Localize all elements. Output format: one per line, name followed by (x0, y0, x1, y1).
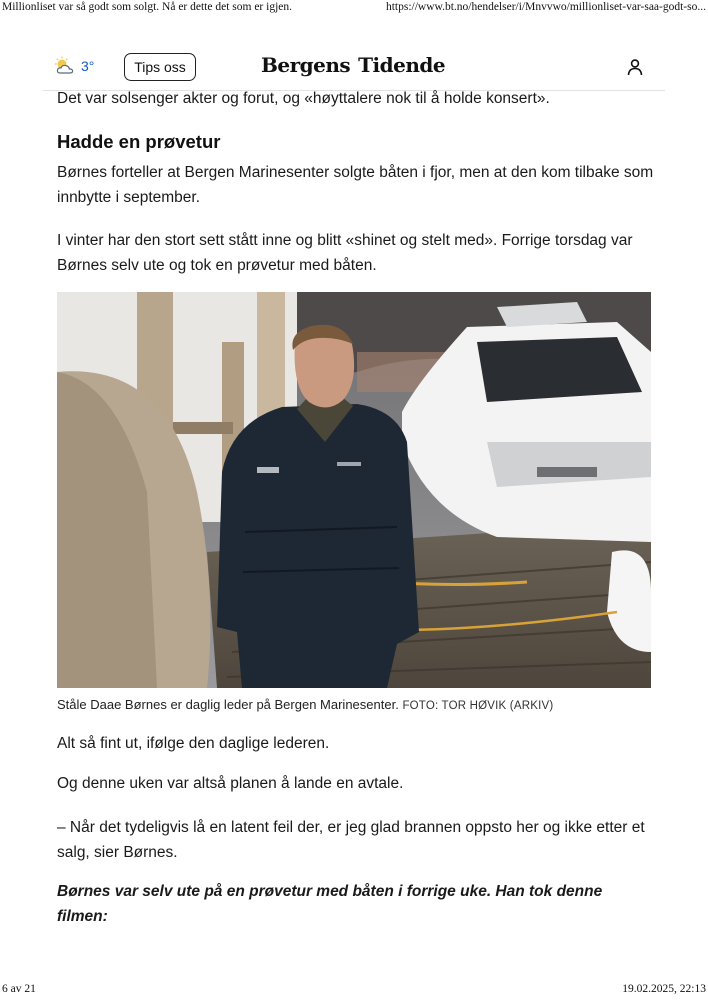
site-logo[interactable] (260, 51, 446, 79)
article-paragraph: I vinter har den stort sett stått inne og blitt «shinet og stelt med». Forrige torsdag var Børnes selv ute og tok en prøvetur med båten. (57, 232, 633, 274)
print-title: Millionliset var så godt som solgt. Nå er dette det som er igjen. (2, 1, 293, 13)
site-header (43, 46, 665, 91)
print-header (0, 1, 708, 17)
photo-caption (57, 697, 657, 712)
article-paragraph: – Når det tydeligvis lå en latent feil der, er jeg glad brannen oppsto her og ikke etter et salg, sier Børnes. (57, 819, 645, 861)
tips-button[interactable]: Tips oss (124, 53, 196, 81)
logo-text-left: Bergens (260, 53, 351, 77)
print-footer (0, 983, 708, 999)
logo-text-right: Tidende (358, 53, 446, 77)
print-page-number: 6 av 21 (2, 983, 36, 995)
article-photo[interactable] (57, 292, 651, 688)
article-paragraph: Alt så fint ut, ifølge den daglige lederen. (57, 735, 330, 752)
caption-text: Ståle Daae Børnes er daglig leder på Bergen Marinesenter. (57, 697, 399, 712)
video-intro: Børnes var selv ute på en prøvetur med båten i forrige uke. Han tok denne filmen: (57, 883, 603, 925)
user-icon[interactable] (626, 58, 644, 76)
article-paragraph: Børnes forteller at Bergen Marinesenter solgte båten i fjor, men at den kom tilbake som innbytte i september. (57, 164, 654, 206)
article-paragraph: Det var solsenger akter og forut, og «høyttalere nok til å holde konsert». (57, 90, 550, 107)
print-datetime: 19.02.2025, 22:13 (622, 983, 706, 995)
weather-temperature: 3° (81, 58, 95, 74)
print-url: https://www.bt.no/hendelser/i/Mnvvwo/millionliset-var-saa-godt-so... (385, 1, 706, 13)
partly-cloudy-icon (53, 56, 77, 76)
article-subheading: Hadde en prøvetur (57, 131, 221, 152)
article-paragraph: Og denne uken var altså planen å lande en avtale. (57, 775, 404, 792)
photo-credit: FOTO: TOR HØVIK (ARKIV) (402, 700, 554, 712)
weather-widget[interactable] (53, 56, 94, 76)
